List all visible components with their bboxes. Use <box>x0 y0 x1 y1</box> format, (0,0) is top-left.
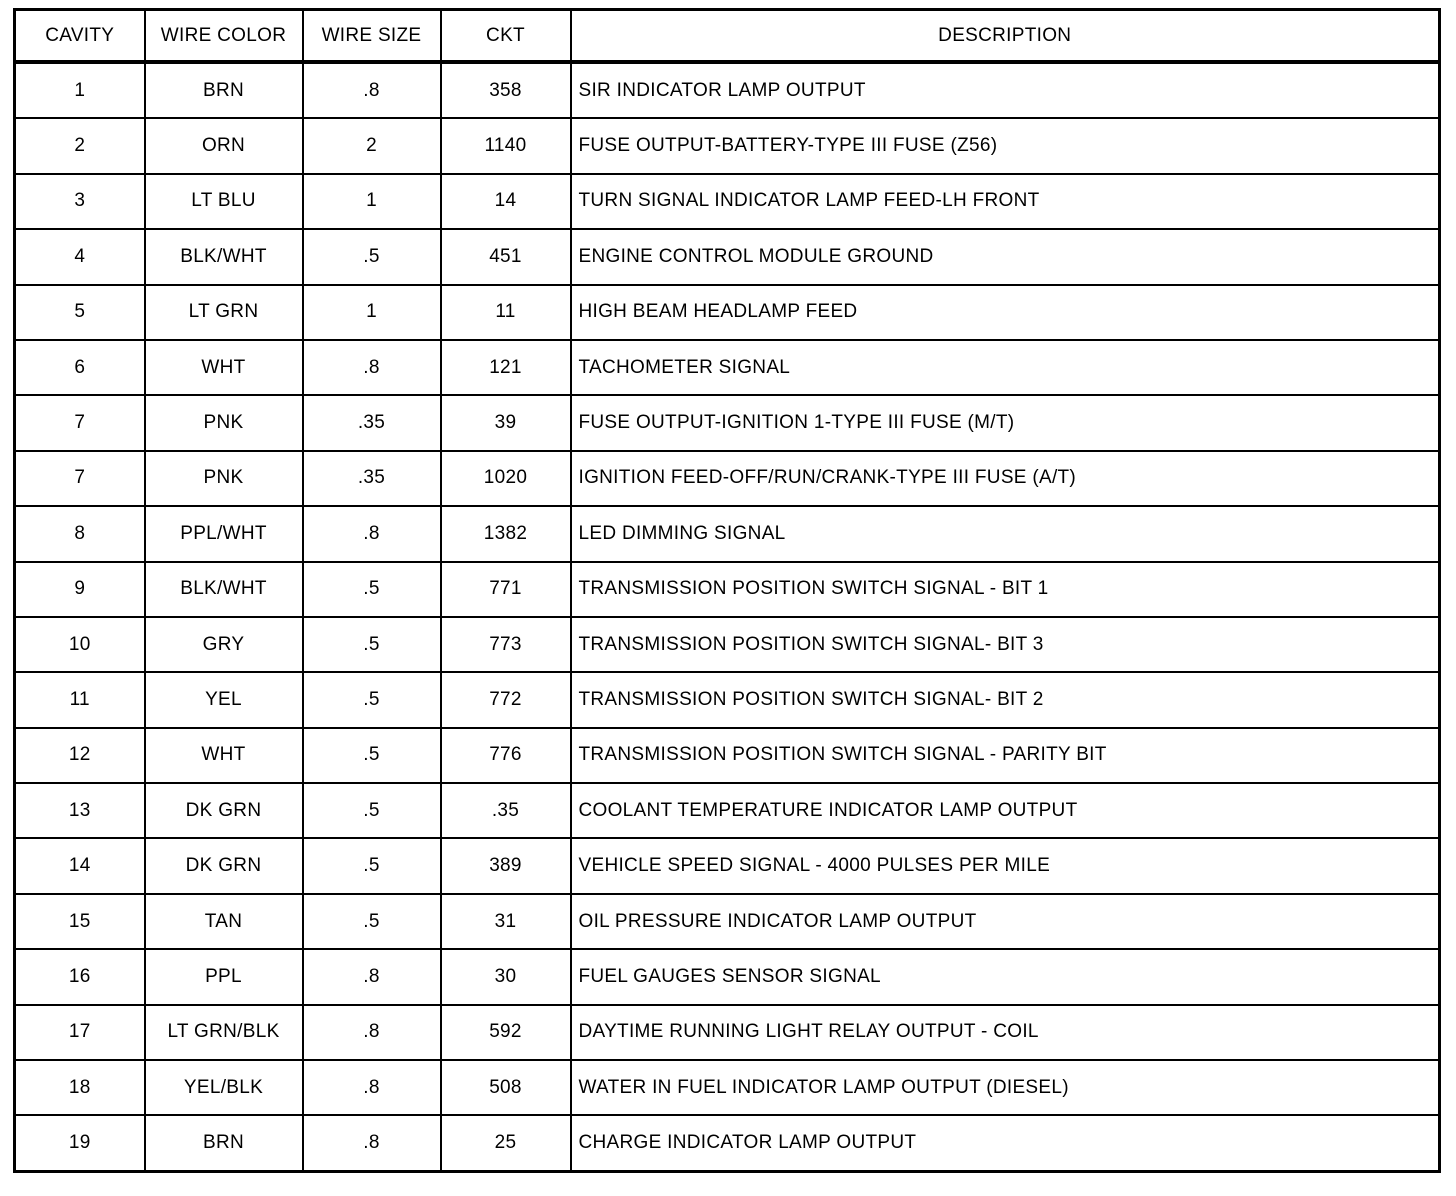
wire-color-cell: LT GRN <box>145 285 303 340</box>
cavity-cell: 4 <box>15 229 145 284</box>
ckt-cell: 1140 <box>441 118 571 173</box>
cavity-cell: 1 <box>15 62 145 118</box>
cavity-cell: 3 <box>15 174 145 229</box>
header-description: DESCRIPTION <box>571 10 1440 63</box>
wire-color-cell: WHT <box>145 728 303 783</box>
ckt-cell: 30 <box>441 949 571 1004</box>
wire-size-cell: 2 <box>303 118 441 173</box>
description-cell: COOLANT TEMPERATURE INDICATOR LAMP OUTPUT <box>571 783 1440 838</box>
table-row <box>15 949 1440 1004</box>
ckt-cell: 1382 <box>441 506 571 561</box>
table-row <box>15 395 1440 450</box>
table-row <box>15 340 1440 395</box>
cavity-cell: 12 <box>15 728 145 783</box>
description-cell: FUSE OUTPUT-BATTERY-TYPE III FUSE (Z56) <box>571 118 1440 173</box>
wire-size-cell: .5 <box>303 783 441 838</box>
description-cell: FUEL GAUGES SENSOR SIGNAL <box>571 949 1440 1004</box>
description-cell: TRANSMISSION POSITION SWITCH SIGNAL- BIT 3 <box>571 617 1440 672</box>
wire-color-cell: YEL <box>145 672 303 727</box>
description-cell: CHARGE INDICATOR LAMP OUTPUT <box>571 1115 1440 1171</box>
wire-size-cell: .8 <box>303 1115 441 1171</box>
description-cell: HIGH BEAM HEADLAMP FEED <box>571 285 1440 340</box>
wire-size-cell: .8 <box>303 949 441 1004</box>
wire-size-cell: .5 <box>303 728 441 783</box>
wire-size-cell: .5 <box>303 894 441 949</box>
header-ckt: CKT <box>441 10 571 63</box>
wire-size-cell: .8 <box>303 506 441 561</box>
ckt-cell: 776 <box>441 728 571 783</box>
wire-size-cell: .35 <box>303 395 441 450</box>
wire-size-cell: 1 <box>303 285 441 340</box>
description-cell: TACHOMETER SIGNAL <box>571 340 1440 395</box>
wire-color-cell: ORN <box>145 118 303 173</box>
wire-size-cell: .8 <box>303 340 441 395</box>
description-cell: IGNITION FEED-OFF/RUN/CRANK-TYPE III FUSE (A/T) <box>571 451 1440 506</box>
table-row <box>15 506 1440 561</box>
ckt-cell: 11 <box>441 285 571 340</box>
ckt-cell: 31 <box>441 894 571 949</box>
ckt-cell: 771 <box>441 562 571 617</box>
cavity-cell: 19 <box>15 1115 145 1171</box>
wire-color-cell: DK GRN <box>145 838 303 893</box>
wire-color-cell: YEL/BLK <box>145 1060 303 1115</box>
ckt-cell: 508 <box>441 1060 571 1115</box>
cavity-cell: 13 <box>15 783 145 838</box>
wire-size-cell: .5 <box>303 229 441 284</box>
wire-color-cell: PPL/WHT <box>145 506 303 561</box>
cavity-cell: 5 <box>15 285 145 340</box>
cavity-cell: 18 <box>15 1060 145 1115</box>
wire-color-cell: LT BLU <box>145 174 303 229</box>
table-row <box>15 174 1440 229</box>
wire-size-cell: .35 <box>303 451 441 506</box>
description-cell: OIL PRESSURE INDICATOR LAMP OUTPUT <box>571 894 1440 949</box>
table-row <box>15 728 1440 783</box>
table-row <box>15 672 1440 727</box>
cavity-cell: 10 <box>15 617 145 672</box>
description-cell: LED DIMMING SIGNAL <box>571 506 1440 561</box>
table-header-row <box>15 10 1440 63</box>
wire-size-cell: .5 <box>303 838 441 893</box>
cavity-cell: 7 <box>15 395 145 450</box>
table-row <box>15 285 1440 340</box>
wire-size-cell: .5 <box>303 617 441 672</box>
wire-size-cell: .5 <box>303 672 441 727</box>
ckt-cell: 772 <box>441 672 571 727</box>
table-row <box>15 783 1440 838</box>
ckt-cell: 39 <box>441 395 571 450</box>
description-cell: TRANSMISSION POSITION SWITCH SIGNAL - BIT 1 <box>571 562 1440 617</box>
header-cavity: CAVITY <box>15 10 145 63</box>
wire-color-cell: LT GRN/BLK <box>145 1005 303 1060</box>
table-row <box>15 838 1440 893</box>
wire-color-cell: DK GRN <box>145 783 303 838</box>
table-row <box>15 1005 1440 1060</box>
cavity-cell: 11 <box>15 672 145 727</box>
ckt-cell: 773 <box>441 617 571 672</box>
ckt-cell: 592 <box>441 1005 571 1060</box>
wire-color-cell: BLK/WHT <box>145 562 303 617</box>
header-wire-color: WIRE COLOR <box>145 10 303 63</box>
ckt-cell: 358 <box>441 62 571 118</box>
description-cell: TRANSMISSION POSITION SWITCH SIGNAL - PARITY BIT <box>571 728 1440 783</box>
cavity-cell: 17 <box>15 1005 145 1060</box>
table-row <box>15 562 1440 617</box>
description-cell: ENGINE CONTROL MODULE GROUND <box>571 229 1440 284</box>
header-wire-size: WIRE SIZE <box>303 10 441 63</box>
ckt-cell: .35 <box>441 783 571 838</box>
cavity-cell: 14 <box>15 838 145 893</box>
wire-size-cell: .5 <box>303 562 441 617</box>
ckt-cell: 389 <box>441 838 571 893</box>
cavity-cell: 15 <box>15 894 145 949</box>
table-row <box>15 229 1440 284</box>
wire-size-cell: 1 <box>303 174 441 229</box>
cavity-cell: 2 <box>15 118 145 173</box>
table-row <box>15 617 1440 672</box>
cavity-cell: 7 <box>15 451 145 506</box>
cavity-cell: 9 <box>15 562 145 617</box>
description-cell: DAYTIME RUNNING LIGHT RELAY OUTPUT - COIL <box>571 1005 1440 1060</box>
ckt-cell: 1020 <box>441 451 571 506</box>
table-row <box>15 1115 1440 1171</box>
table-row <box>15 118 1440 173</box>
ckt-cell: 121 <box>441 340 571 395</box>
cavity-cell: 8 <box>15 506 145 561</box>
wire-color-cell: BLK/WHT <box>145 229 303 284</box>
description-cell: FUSE OUTPUT-IGNITION 1-TYPE III FUSE (M/T) <box>571 395 1440 450</box>
wire-color-cell: PNK <box>145 395 303 450</box>
table-row <box>15 451 1440 506</box>
description-cell: VEHICLE SPEED SIGNAL - 4000 PULSES PER MILE <box>571 838 1440 893</box>
wire-color-cell: TAN <box>145 894 303 949</box>
wire-color-cell: PPL <box>145 949 303 1004</box>
description-cell: TURN SIGNAL INDICATOR LAMP FEED-LH FRONT <box>571 174 1440 229</box>
table-row <box>15 62 1440 118</box>
table-row <box>15 1060 1440 1115</box>
wire-color-cell: BRN <box>145 62 303 118</box>
wire-color-cell: BRN <box>145 1115 303 1171</box>
wire-size-cell: .8 <box>303 62 441 118</box>
cavity-cell: 6 <box>15 340 145 395</box>
connector-pinout-table <box>13 8 1441 1173</box>
wire-size-cell: .8 <box>303 1005 441 1060</box>
description-cell: TRANSMISSION POSITION SWITCH SIGNAL- BIT 2 <box>571 672 1440 727</box>
ckt-cell: 14 <box>441 174 571 229</box>
ckt-cell: 451 <box>441 229 571 284</box>
description-cell: WATER IN FUEL INDICATOR LAMP OUTPUT (DIESEL) <box>571 1060 1440 1115</box>
ckt-cell: 25 <box>441 1115 571 1171</box>
cavity-cell: 16 <box>15 949 145 1004</box>
table-row <box>15 894 1440 949</box>
wire-color-cell: PNK <box>145 451 303 506</box>
wire-color-cell: WHT <box>145 340 303 395</box>
wire-color-cell: GRY <box>145 617 303 672</box>
wire-size-cell: .8 <box>303 1060 441 1115</box>
description-cell: SIR INDICATOR LAMP OUTPUT <box>571 62 1440 118</box>
